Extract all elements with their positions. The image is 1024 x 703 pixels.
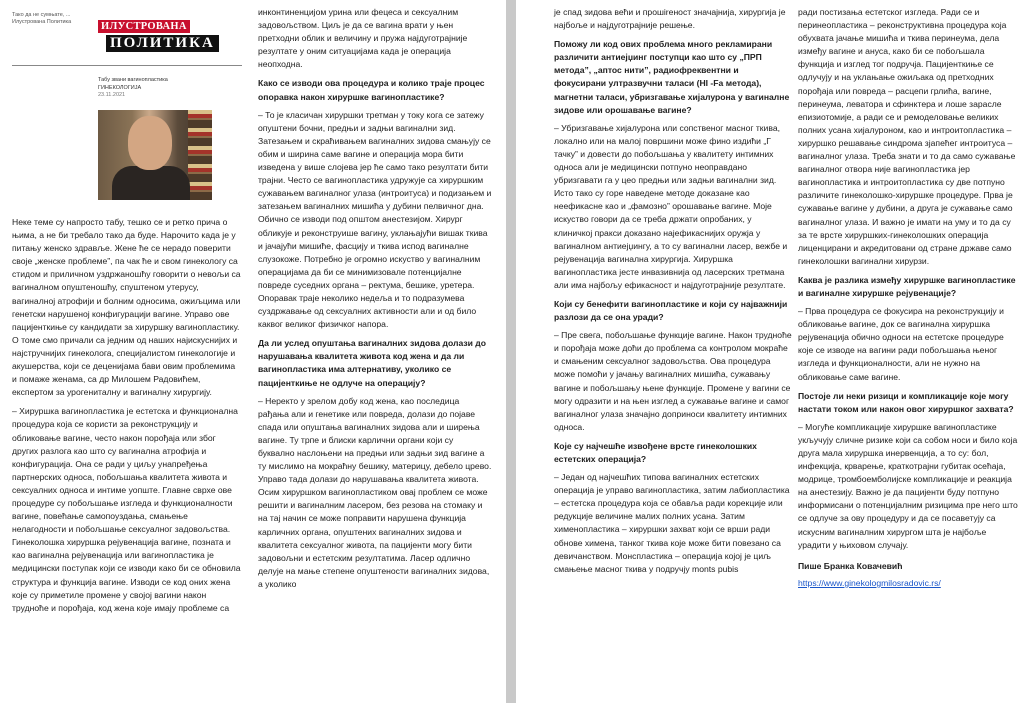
paragraph: је спад зидова већи и прошireност значајнија, хирургија је најбоље и најдуготрајније решење. (554, 7, 786, 31)
right-page (516, 0, 1024, 703)
question: Како се изводи ова процедура и колико траје процес опоравка након хируршке вагинопластике? (258, 78, 485, 102)
logo-line-2: ПОЛИТИКА (106, 35, 219, 52)
paragraph: ради постизања естетског изгледа. Ради се и перинеопластика – реконструктивна процедура која обухвата јачање мишића и ткива перинеума, дела између вагине и ануса, како би се побољшала функција и изглед тог подручја. Пацијенткиње се одлучују и на уклањање ожиљака од претходних порођаја или повреда – расцепи грлића, вагине, перинеума, леваторa и сфинктера и лоше зарасле епизиотомије, а ради се и ремоделовање великих полних усана хијалуроном, као и интроитопластика – хируршко решавање синдрома зјапећег интроитуса – вагиналног улаза. Треба знати и то да само сужавање вагиналног отвора није вагинопластика јер вагинопластика и интроитопластика су две потпуно различите гинеколошко-хируршке процедуре. Прва је сужавање вагине у дубини, а друга је сужавање само вагиналног улаза. И важно је имати на уму и то да су за те врсте хируршких-гинеколошких операција лиценцирани и акредитовани од стране државе само гинеколошки вагинални хирурзи. (798, 7, 1016, 266)
byline (98, 77, 168, 100)
doctor-photo (98, 110, 212, 200)
question: Које су најчешће извођене врсте гинеколошких естетских операција? (554, 440, 757, 464)
answer: – Неректо у зрелом добу код жена, као последица рађања али и генетике или повреда, долази до појаве спада или опуштања вагиналних зидова али и ширења вагине. Ту трпе и блиски карлични органи који су буквално наслоњени на предњи или задњи зид вагине а ту мислимо на мокраћну бешику, материцу, дебело црево. Управо тада долази до нарушавања квалитета живота. Осим хируршком вагинопластиком овај проблем се може решити и вагиналним ласером, без резова на стомаку и на тај начин се може поправити нарушена функција карличних органа, опуштених вагиналних зидова и квалитета сексуалног живота, па пацијенти могу бити задовољни и естетским резултатима. Ласер одлично делује на мање степене опуштености вагиналних зидова, а уколико (258, 395, 492, 589)
answer: – Убризгавање хијалурона или сопственог масног ткива, локално или на малој површини може фино издићи „Г тачку” и довести до побољшања у квалитету интимних односа али је медицински потпуно неоправдано убризгавати га у цео предњи или задњи вагинални зид. Исто тако су горе наведене методе доказане као неефикасне као и „фамозно” орошавање вагине. Моје искуство говори да се треба држати опробаних, у клиничкој пракси доказано најефикаснијих оружја у вагиналном антиејџингу, а то су вагинални ласер, вежбе и рејувенација вагинална хирургија. Хируршка вагинопластика јесте инвазивнија од ласерских третмана али има најбољу ефикасност и најдуготрајније резултате. (554, 122, 788, 290)
answer: – Један од најчешћих типова вагиналних естетских операција је управо вагинопластика, затим лабиопластика – естетска процедура која се обавља ради корекције или редукције величине малих полних усана. Затим хименопластика – хируршки захват који се врши ради обнове химена, танког ткива које може бити повезано са девичанством. Монспластика – операција којој је циљ смањење масног ткива у подручју monts pubis (554, 472, 790, 574)
question: Који су бенефити вагинопластике и који су најважнији разлози да се она уради? (554, 298, 788, 323)
bookshelf (188, 110, 212, 200)
answer: – Могуће компликације хируршке вагинопластике укључују сличне ризике који са собом носи и било која друга мала хируршка инервенција, а то су: бол, инфекција, крварење, краткотрајни губитак осећаја, модрице, тромбоемболијске компликације и реакција на анестезију. Важно је да пацијенти буду потпуно информисани о потенцијалним ризицима пре него што се одлуче за ову процедуру и да се посаветују са искусним вагиналним хирургом шта је најбоље урадити у њиховом случају. (798, 421, 1018, 550)
masthead-divider (12, 65, 242, 66)
magazine-logo (98, 16, 215, 56)
author-credit: Пише Бранка Ковачевић (798, 560, 903, 571)
left-page (0, 0, 506, 703)
paragraph: – Хируршка вагинопластика је естетска и функционална процедура која се користи за реконструкцију и обликовање вагине, често након порођаја или због других разлога као што су вагинална атрофија и конфигурација. Она се ради у циљу унапређења партнерских односа, побољшања квалитета живота и сексуалних односа и интиме уопште. Главне сврхе ове процедуре су побољшање изгледа и функционалности вагине, повећање самопоуздања, смањење нелагодности и побољшање сексуалног задовољства. Гинеколошка хируршка рејувенација вагине, позната и као вагинална рејувенација или вагинопластика је медицински поступак који се изводи како би се обновила структура и функција вагине. Изводи се код оних жена које су приметиле промене у својој вагини након трудноће и порођаја, код жена које имају проблеме са (12, 406, 241, 613)
answer: – То је класичан хируршки третман у току кога се затежу опуштени бочни, предњи и задњи вагинални зид. Затезањем и скраћивањем вагиналних зидова смањују се обим и ширина саме вагине и операција мора бити изведена у више слојева јер ће само тако резултати бити трајни. Често се вагинопластика удружује са хируршким сужавањем вагиналног улаза (интроитуса) и подизањем и затезањем вагиналних мишића у дубини пелвичног дна. Обично се изводи под општом анестезијом. Хирург обликује и реконструише вагину, уклањајући вишак ткива и јачајући мишиће, фасцију и ткива испод вагиналне слузокоже. Потребно је огромно искуство у вагиналним операцијама да би се минимизовале потенцијалне повреде суседних органа – ректума, бешике, уретера. Опоравак траје неколико недеља и то подразумева суздржавање од сексуалних активности али и од било каквог великог физичког напора. (258, 109, 492, 330)
byline-title: Табу звани вагинопластика (98, 77, 168, 83)
website-link[interactable]: https://www.ginekologmilosradovic.rs/ (798, 577, 941, 588)
meta-line: Тако да не сумњате, ... (12, 12, 71, 18)
column-2 (258, 6, 492, 595)
column-4 (798, 6, 1020, 594)
paragraph: инконтиненцијом урина или фецеса и сексуалним задовољством. Циљ је да се вагина врати у њен претходни облик и величину и пружа најдуготрајније резултате у оним ситуацијама када је операција неопходна. (258, 7, 468, 70)
photo-figure-head (128, 116, 172, 170)
masthead-meta (12, 12, 72, 26)
question: Каква је разлика између хируршке вагинопластике и вагиналне хируршке рејувенације? (798, 274, 1016, 298)
question: Постоје ли неки ризици и компликације које могу настати током или након овог хируршког захвата? (798, 390, 1014, 414)
meta-line: Илустрована Политика (12, 19, 72, 25)
column-3 (554, 6, 792, 580)
logo-line-1: ИЛУСТРОВАНА (98, 20, 190, 33)
question: Да ли услед опуштања вагиналних зидова долази до нарушавања квалитета живота код жена и да ли вагинопластика има алтернативу, уколико се пацијенткиње не одлуче на операцију? (258, 338, 487, 388)
masthead (12, 10, 242, 66)
byline-section: ГИНЕКОЛОГИЈА (98, 84, 142, 91)
byline-date: 23.11.2021 (98, 92, 126, 98)
column-1 (12, 216, 242, 619)
answer: – Пре свега, побољшање функције вагине. Након трудноће и порођаја може доћи до проблема са контролом мокраће и смањеним сексуалног задовољства. Ова процедура може помоћи у јачању вагиналних мишића, сужавању вагине и побољшању њене функције. Промене у вагини се могу одразити и на њен изглед а сужавање вагине и самог вагиналног улаза значајно доприноси квалитету интимних односа. (554, 330, 792, 432)
paragraph: Неке теме су напросто табу, тешко се и ретко прича о њима, а не би требало тако да буде. Нарочито када је у питању женско здравље. Жене ће се нерадо поверити своје „женске проблеме”, па чак ће и свом гинекологу са стидом и приличном уздржаношћу говорити о невољи са вагиналном опуштеношћу, спуштеном утерусу, вагиналној атрофији и болним односима, ожиљцима или генетски нарушеној конфигурацији вагине. Управо ове пацијенткиње су кандидати за хируршку вагинопластику. О томе смо причали са једним од наших најискуснијих и најстручнијих гинеколога, специјалистом гинекологије и акушерства, који се деценијама бави овим проблемима и помаже женама, са др Милошем Радовићем, експертом за урогениталну и вагиналну хирургију. (12, 217, 241, 398)
answer: – Прва процедура се фокусира на реконструкцију и обликовање вагине, док се вагинална хируршка рејувенација обично односи на естетске процедуре које се изводе на вагини ради побољшања њеног изгледа и функционалности, али не нужно на обликовање саме вагине. (798, 306, 1004, 382)
question: Поможу ли код ових проблема много рекламирани различити антиејџинг поступци као што су „ПРП метода”, „аптос нити”, радиофреквентни и фокусирани ултразвучни таласи (HI -Fa метода), магнетни таласи, убризгавање хијалурона у вагиналне зидове или орошавање вагине? (554, 39, 790, 115)
photo-figure-body (112, 166, 190, 200)
